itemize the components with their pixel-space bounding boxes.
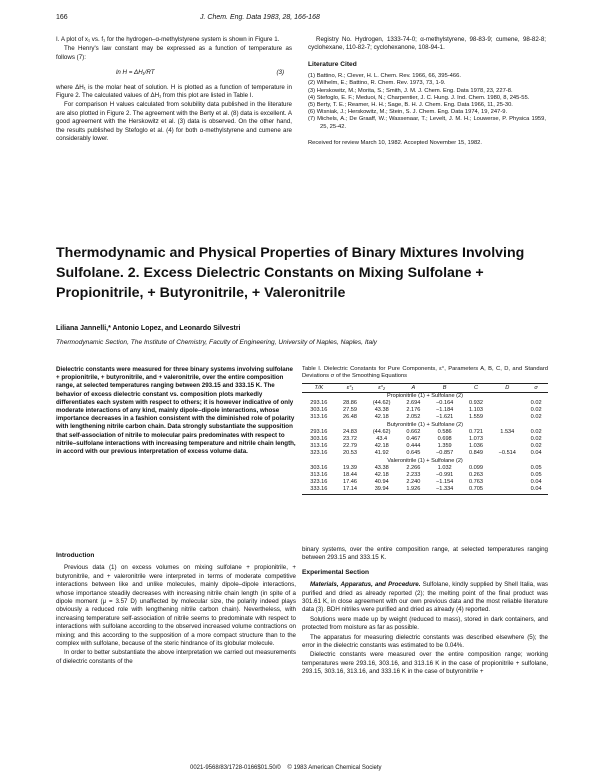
group-label: Valeronitrile (1) + Sulfolane (2) xyxy=(387,457,463,464)
table-cell xyxy=(490,407,524,414)
group-label: Butyronitrile (1) + Sulfolane (2) xyxy=(386,421,463,428)
table-cell: 0.099 xyxy=(468,464,483,471)
table-cell: 0.04 xyxy=(530,450,542,457)
paragraph: binary systems, over the entire composition range, at selected temperatures ranging between 293.15 and 333.15 K. xyxy=(302,546,548,562)
article-title: Thermodynamic and Physical Properties of Binary Mixtures Involving Sulfolane. 2. Excess Dielectric Constants on Mixing Sulfolane + Propionitrile, + Butyronitrile, + Valeronitrile xyxy=(56,245,525,301)
equation-number: (3) xyxy=(276,69,284,77)
table-header-row xyxy=(302,383,548,392)
table-cell xyxy=(490,400,524,407)
table-cell: 17.46 xyxy=(343,479,357,486)
top-left-column xyxy=(56,36,292,144)
table-row xyxy=(302,472,548,479)
table-cell: 293.16 xyxy=(310,428,328,435)
table-cell: 26.48 xyxy=(343,414,357,421)
column-header: ε°₁ xyxy=(336,383,365,392)
page-footer xyxy=(190,765,382,771)
materials-label: Materials, Apparatus, and Procedure. xyxy=(310,581,421,589)
column-header: B xyxy=(428,383,462,392)
group-row xyxy=(302,422,548,429)
table-cell: 2.233 xyxy=(406,472,421,479)
table-cell: 0.02 xyxy=(530,428,542,435)
authors: Liliana Jannelli,* Antonio Lopez, and Leonardo Silvestri xyxy=(56,325,241,332)
table-row xyxy=(302,443,548,450)
table-cell: 0.04 xyxy=(530,479,542,486)
table-cell: −1.621 xyxy=(436,414,454,421)
table-cell xyxy=(490,465,524,472)
reference-item: (1) Battino, R.; Clever, H. L. Chem. Rev. 1966, 66, 395-466. xyxy=(308,73,461,80)
paragraph: The apparatus for measuring dielectric constants was described elsewhere (5); the error in the dielectric constants was estimated to be 0.04%. xyxy=(302,633,548,650)
table-cell: 0.662 xyxy=(406,428,421,435)
table-cell: (44.62) xyxy=(372,400,391,407)
group-row xyxy=(302,458,548,465)
intro-heading: Introduction xyxy=(56,552,95,559)
table-cell: 42.18 xyxy=(374,414,389,421)
reference-item: (3) Herskowitz, M.; Morita, S.; Smith, J. M. J. Chem. Eng. Data 1978, 23, 227-8. xyxy=(308,87,513,94)
paragraph: Dielectric constants were measured over the entire composition range; working temperatures were 293.16, 303.16, and 313.16 K in the case of propionitrile + sulfolane, 293.15, 303.16, 313.16, and 333.16 K in the case of butyronitrile + xyxy=(302,651,548,676)
table-cell: 0.05 xyxy=(530,472,542,479)
table-cell: 1.534 xyxy=(500,428,515,435)
paragraph: Solutions were made up by weight (reduced to mass), stored in dark containers, and protected from moisture as far as possible. xyxy=(302,615,548,632)
table-cell: 0.698 xyxy=(437,436,452,443)
group-row xyxy=(302,392,548,400)
table-cell: 42.18 xyxy=(374,472,389,479)
table-row xyxy=(302,450,548,457)
table-cell: 24.83 xyxy=(343,428,357,435)
table-cell: 303.16 xyxy=(310,464,328,471)
table-cell: 0.02 xyxy=(530,407,542,414)
table-cell: 303.16 xyxy=(310,407,328,414)
table-cell: 2.266 xyxy=(406,464,421,471)
table-cell: 0.586 xyxy=(437,428,452,435)
table-cell: 0.645 xyxy=(406,450,421,457)
table-cell: 43.38 xyxy=(374,464,389,471)
table-cell: −0.514 xyxy=(498,450,516,457)
column-header: ε°₂ xyxy=(364,383,399,392)
table-cell: 1.036 xyxy=(468,443,483,450)
footer-copyright: © 1983 American Chemical Society xyxy=(287,765,382,771)
table-cell xyxy=(490,479,524,486)
table-cell: 0.932 xyxy=(468,400,483,407)
running-header: J. Chem. Eng. Data 1983, 28, 166-168 xyxy=(200,14,320,21)
column-header: A xyxy=(399,383,428,392)
table-cell: 0.02 xyxy=(530,400,542,407)
table-cell: 22.79 xyxy=(343,443,357,450)
table-row xyxy=(302,486,548,494)
table-cell: 313.16 xyxy=(310,414,328,421)
paragraph: For comparison H values calculated from solubility data published in the literature are also plotted in Figure 2. The agreement with the Berty et al. (8) data is excellent. A good agreement with the Herskowitz et al. (3) data is observed. On the other hand, the results published by Stefoglo et al. (4) for both α-methylstyrene and cumene are considerably lower. xyxy=(56,101,292,143)
table-cell: 17.14 xyxy=(336,486,365,494)
table-cell: 2.176 xyxy=(406,407,421,414)
footer-code: 0021-9568/83/1728-0166$01.50/0 xyxy=(190,765,281,771)
table-cell: 27.59 xyxy=(343,407,357,414)
table-row xyxy=(302,407,548,414)
reference-item: (5) Berty, T. E.; Reamer, H. H.; Sage, B. H. J. Chem. Eng. Data 1966, 11, 25-30. xyxy=(308,102,513,109)
data-table xyxy=(302,383,548,495)
table-cell: 1.103 xyxy=(468,407,483,414)
table-cell: 0.705 xyxy=(462,486,491,494)
table-cell: 0.721 xyxy=(468,428,483,435)
received-note: Received for review March 10, 1982. Accepted November 15, 1982. xyxy=(308,139,483,146)
table-cell: 1.926 xyxy=(399,486,428,494)
table-cell: 333.16 xyxy=(302,486,336,494)
column-header: T/K xyxy=(302,383,336,392)
table-cell: 2.052 xyxy=(406,414,421,421)
table-cell: 2.694 xyxy=(406,400,421,407)
column-header: C xyxy=(462,383,491,392)
table-cell: 19.39 xyxy=(343,464,357,471)
affiliation: Thermodynamic Section, The Institute of Chemistry, Faculty of Engineering, University of Naples, Naples, Italy xyxy=(56,339,377,346)
table-cell: 323.16 xyxy=(310,450,328,457)
table-cell xyxy=(490,472,524,479)
table-row xyxy=(302,479,548,486)
reference-item: (4) Stefoglo, E. F.; Meduoi, N.; Charpentier, J. C. Hung. J. Ind. Chem. 1980, 8, 245-55. xyxy=(308,94,530,101)
table-caption: Table I. Dielectric Constants for Pure Components, ε°, Parameters A, B, C, D, and Standard Deviations σ of the Smoothing Equations xyxy=(302,366,548,380)
page-number: 166 xyxy=(56,14,68,21)
table-cell: 0.849 xyxy=(468,450,483,457)
reference-item: (6) Wisniak, J.; Herskowitz, M.; Stein, S. J. Chem. Eng. Data 1974, 19, 247-9. xyxy=(308,109,508,116)
paragraph: The Henry's law constant may be expressed as a function of temperature as follows (7): xyxy=(56,45,292,61)
equation xyxy=(56,63,292,83)
table-cell: −0.991 xyxy=(436,472,454,479)
introduction xyxy=(56,552,296,667)
table-cell: −1.334 xyxy=(428,486,462,494)
reference-list xyxy=(308,73,546,131)
literature-heading: Literature Cited xyxy=(308,60,357,68)
table-cell xyxy=(490,436,524,443)
right-column-body xyxy=(302,546,548,678)
table-row xyxy=(302,414,548,421)
table-cell: 0.04 xyxy=(524,486,548,494)
paragraph xyxy=(302,581,548,615)
table-cell: 303.16 xyxy=(310,436,328,443)
table-cell: 39.94 xyxy=(364,486,399,494)
table-cell: 0.02 xyxy=(530,443,542,450)
table-row xyxy=(302,436,548,443)
equation-text: ln H = ΔH₁/RT xyxy=(116,69,155,77)
paragraph: where ΔH₁ is the molar heat of solution. H is plotted as a function of temperature in Figure 2. The calculated values of ΔH₁ from this plot are listed in Table I. xyxy=(56,83,292,100)
table-cell xyxy=(490,414,524,421)
table-1 xyxy=(302,366,548,495)
table-cell: 23.72 xyxy=(343,436,357,443)
table-cell: 313.16 xyxy=(310,472,328,479)
table-cell: −0.164 xyxy=(436,400,454,407)
table-cell: 0.02 xyxy=(530,436,542,443)
table-row xyxy=(302,429,548,436)
registry-numbers: Registry No. Hydrogen, 1333-74-0; α-methylstyrene, 98-83-9; cumene, 98-82-8; cyclohexane, 110-82-7; cyclohexanone, 108-94-1. xyxy=(308,36,546,52)
table-cell: 0.763 xyxy=(468,479,483,486)
paragraph: Previous data (1) on excess volumes on mixing sulfolane + propionitrile, + butyronitrile, and + valeronitrile were interpreted in terms of moderate competitive interactions between like and unlike molecules, mainly dipole–dipole interactions, whose importance steadily decreases with increasing nitrile chain length (in spite of a dipole moment (μ = 3.57 D) unaffected by molecular size, the polarity indeed plays obviously a reduced role with lengthening nitrile carbon chain). Nevertheless, with increasing temperature self-association of nitrile seems to predominate with respect to interactions with sulfolane according to the observed increased volume contractions on mixing; and this according to the supposition of a more compact structure than to the complex with sulfolane, because of the steric hindrance of its globular molecule. xyxy=(56,564,296,648)
paragraph: In order to better substantiate the above interpretation we carried out measurements of dielectric constants of the xyxy=(56,649,296,665)
table-cell: 41.92 xyxy=(374,450,389,457)
table-cell: 2.240 xyxy=(406,479,421,486)
table-cell: (44.62) xyxy=(372,428,391,435)
table-cell: 18.44 xyxy=(343,472,357,479)
table-row xyxy=(302,400,548,407)
table-cell: 0.02 xyxy=(530,414,542,421)
abstract: Dielectric constants were measured for three binary systems involving sulfolane + propionitrile, + butyronitrile, and + valeronitrile, over the entire composition range, at selected temperatures ranging between 293.15 and 333.15 K. The behavior of excess dielectric constant vs. composition plots markedly differentiates each system with respect to others; it is however indicative of only moderate interactions of any kind, mainly dipole–dipole interactions, whose importance decreases in a fashion consistent with the diminished role of polarity with lengthening nitrile carbon chain. Data strongly substantiate the supposition that self-association of nitrile to molecular pairs predominates with respect to nitrile–sulfolane interactions with increasing temperature and nitrile chain length, in accord with our previous interpretation of excess volume data. xyxy=(56,366,296,456)
table-cell: 1.559 xyxy=(468,414,483,421)
column-header: σ xyxy=(524,383,548,392)
table-cell: 313.16 xyxy=(310,443,328,450)
table-cell: 1.073 xyxy=(468,436,483,443)
experimental-heading: Experimental Section xyxy=(302,568,370,576)
column-header: D xyxy=(490,383,524,392)
table-cell: 0.444 xyxy=(406,443,421,450)
reference-item: (7) Michels, A.; De Graaff, W.; Wassenaar, T.; Levelt, J. M. H.; Louwerse, P. Physica 1959, 25, 25-42. xyxy=(308,116,546,130)
table-cell: −1.154 xyxy=(436,479,454,486)
table-cell: 40.94 xyxy=(374,479,389,486)
materials-text: Sulfolane, kindly supplied by Shell Italia, was purified and dried as already reported (2); the melting point of the final product was 301.61 K, in close agreement with our own previous data and the most reliable literature data (3). BDH nitriles were purified and dried as already (4) reported. xyxy=(302,581,548,614)
table-row xyxy=(302,465,548,472)
table-cell: 323.16 xyxy=(310,479,328,486)
table-cell: 1.032 xyxy=(437,464,452,471)
table-cell: −1.184 xyxy=(436,407,454,414)
top-right-column xyxy=(308,36,546,148)
table-cell xyxy=(490,443,524,450)
reference-item: (2) Wilhelm, E.; Battino, R. Chem. Rev. 1973, 73, 1-9. xyxy=(308,80,446,87)
table-cell: 43.4 xyxy=(376,436,388,443)
table-cell: 0.05 xyxy=(530,464,542,471)
table-cell: −0.857 xyxy=(436,450,454,457)
group-label: Propionitrile (1) + Sulfolane (2) xyxy=(386,392,464,399)
table-cell: 20.53 xyxy=(343,450,357,457)
table-cell xyxy=(490,486,524,494)
table-cell: 293.16 xyxy=(310,400,328,407)
table-cell: 28.86 xyxy=(343,400,357,407)
table-cell: 1.359 xyxy=(437,443,452,450)
table-cell: 42.18 xyxy=(374,443,389,450)
table-cell: 0.467 xyxy=(406,436,421,443)
paragraph: I. A plot of x₁ vs. f₁ for the hydrogen–α-methylstyrene system is shown in Figure 1. xyxy=(56,36,280,43)
table-cell: 0.263 xyxy=(468,472,483,479)
table-cell: 43.38 xyxy=(374,407,389,414)
